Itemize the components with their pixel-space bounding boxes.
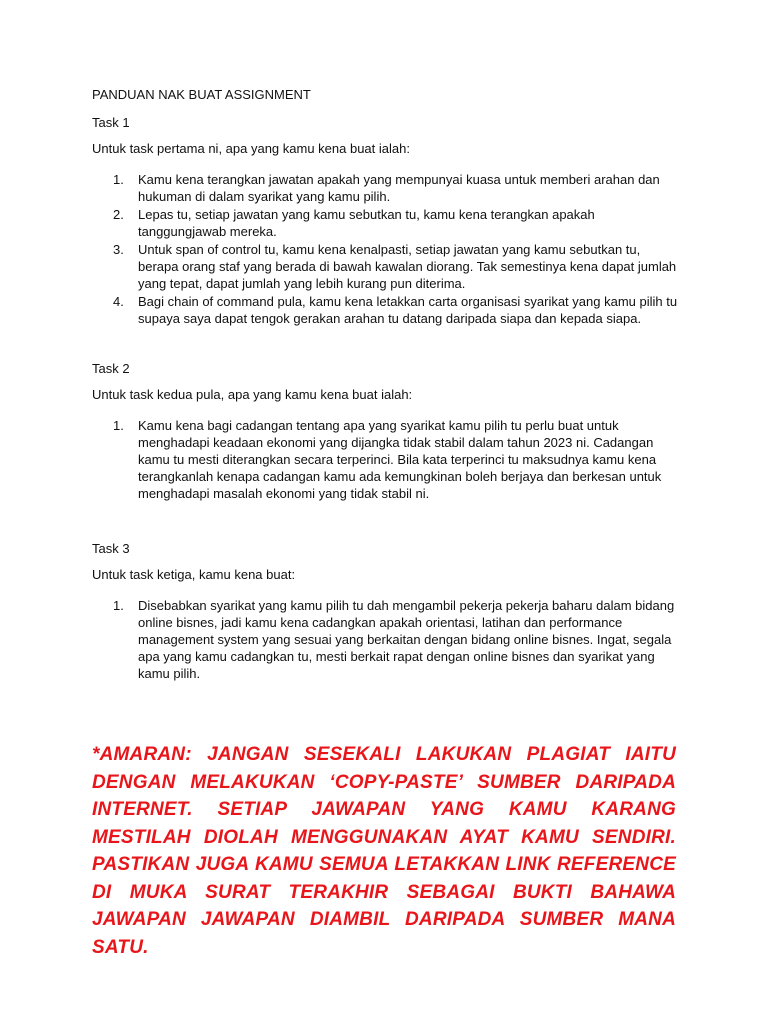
list-number: 1. bbox=[113, 172, 124, 187]
section-spacer bbox=[92, 503, 682, 540]
list-item-text: Lepas tu, setiap jawatan yang kamu sebutkan tu, kamu kena terangkan apakah tanggungjawab mereka. bbox=[138, 207, 595, 239]
task-2-list bbox=[92, 417, 682, 502]
list-number: 4. bbox=[113, 294, 124, 309]
task-3-section bbox=[92, 540, 682, 682]
list-item bbox=[92, 241, 682, 292]
task-1-section bbox=[92, 114, 682, 327]
document-body bbox=[92, 86, 682, 683]
plagiarism-warning: *AMARAN: JANGAN SESEKALI LAKUKAN PLAGIAT IAITU DENGAN MELAKUKAN ‘COPY-PASTE’ SUMBER DARIPADA INTERNET. SETIAP JAWAPAN YANG KAMU KARANG MESTILAH DIOLAH MENGGUNAKAN AYAT KAMU SENDIRI. PASTIKAN JUGA KAMU SEMUA LETAKKAN LINK REFERENCE DI MUKA SURAT TERAKHIR SEBAGAI BUKTI BAHAWA JAWAPAN JAWAPAN DIAMBIL DARIPADA SUMBER MANA SATU. bbox=[92, 744, 676, 958]
section-spacer bbox=[92, 328, 682, 360]
list-number: 3. bbox=[113, 242, 124, 257]
task-heading: Task 2 bbox=[92, 361, 130, 376]
list-number: 1. bbox=[113, 598, 124, 613]
task-3-list bbox=[92, 597, 682, 682]
list-item-text: Kamu kena terangkan jawatan apakah yang mempunyai kuasa untuk memberi arahan dan hukuman di dalam syarikat yang kamu pilih. bbox=[138, 172, 660, 204]
list-item bbox=[92, 417, 682, 502]
task-intro: Untuk task kedua pula, apa yang kamu kena buat ialah: bbox=[92, 387, 413, 402]
list-number: 2. bbox=[113, 207, 124, 222]
document-title: PANDUAN NAK BUAT ASSIGNMENT bbox=[92, 87, 311, 102]
list-item bbox=[92, 206, 682, 240]
list-item bbox=[92, 597, 682, 682]
task-intro: Untuk task pertama ni, apa yang kamu kena buat ialah: bbox=[92, 141, 410, 156]
task-2-section bbox=[92, 360, 682, 502]
list-item bbox=[92, 293, 682, 327]
task-heading: Task 1 bbox=[92, 115, 130, 130]
list-item-text: Kamu kena bagi cadangan tentang apa yang syarikat kamu pilih tu perlu buat untuk menghadapi keadaan ekonomi yang dijangka tidak stabil dalam tahun 2023 ni. Cadangan kamu tu mesti diterangkan secara terperinci. Bila kata terperinci tu maksudnya kamu kena terangkanlah kenapa cadangan kamu ada kemungkinan boleh berjaya dan berkesan untuk menghadapi masalah ekonomi yang tidak stabil ni. bbox=[138, 418, 662, 501]
list-item-text: Bagi chain of command pula, kamu kena letakkan carta organisasi syarikat yang kamu pilih tu supaya saya dapat tengok gerakan arahan tu datang daripada siapa dan kepada siapa. bbox=[138, 294, 678, 326]
list-item-text: Disebabkan syarikat yang kamu pilih tu dah mengambil pekerja pekerja baharu dalam bidang online bisnes, jadi kamu kena cadangkan apakah orientasi, latihan dan performance management system yang sesuai yang berkaitan dengan bidang online bisnes. Ingat, segala apa yang kamu cadangkan tu, mesti berkait rapat dengan online bisnes dan syarikat yang kamu pilih. bbox=[138, 598, 675, 681]
task-1-list bbox=[92, 171, 682, 327]
list-item-text: Untuk span of control tu, kamu kena kenalpasti, setiap jawatan yang kamu sebutkan tu, berapa orang staf yang berada di bawah kawalan diorang. Tak semestinya kena dapat jumlah yang tepat, dapat jumlah yang lebih kurang pun diterima. bbox=[138, 242, 677, 291]
task-heading: Task 3 bbox=[92, 541, 130, 556]
list-number: 1. bbox=[113, 418, 124, 433]
list-item bbox=[92, 171, 682, 205]
task-intro: Untuk task ketiga, kamu kena buat: bbox=[92, 567, 296, 582]
